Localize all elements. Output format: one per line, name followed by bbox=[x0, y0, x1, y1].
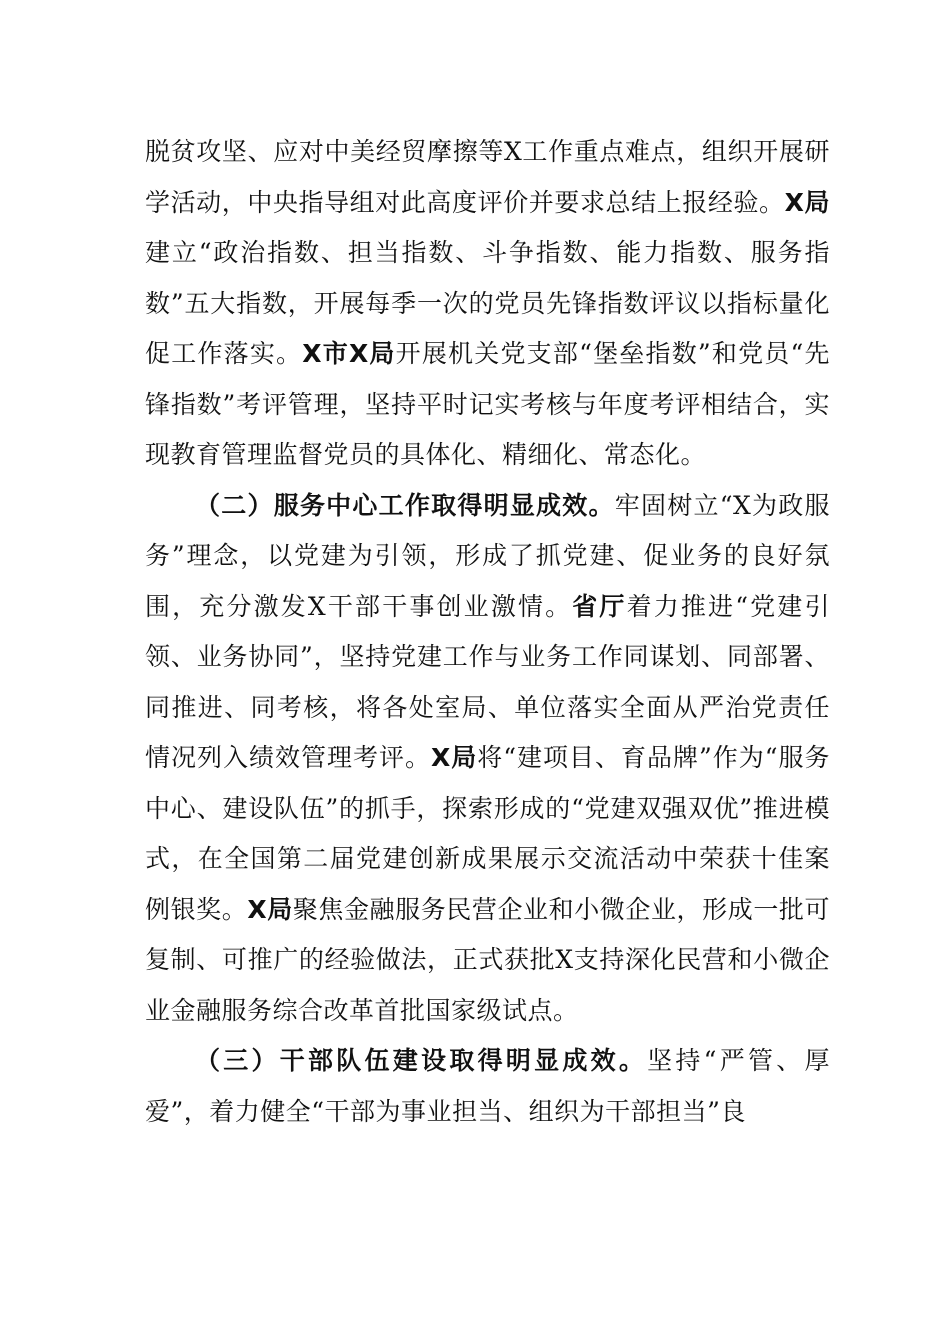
text-run: 脱贫攻坚、应对中美经贸摩擦等X工作重点难点，组织开展研学活动，中央指导组对此高度评价并要求总结上报经验。 bbox=[145, 137, 830, 217]
text-run: 建立“政治指数、担当指数、斗争指数、能力指数、服务指数”五大指数，开展每季一次的党员先锋指数评议以指标量化促工作落实。 bbox=[145, 238, 830, 368]
text-run: 聚焦金融服务民营企业和小微企业，形成一批可复制、可推广的经验做法，正式获批X支持深化民营和小微企业金融服务综合改革首批国家级试点。 bbox=[145, 894, 830, 1025]
bold-entity: X局 bbox=[247, 894, 293, 924]
text-run: 将“建项目、育品牌”作为“服务中心、建设队伍”的抓手，探索形成的“党建双强双优”推进模式，在全国第二届党建创新成果展示交流活动中荣获十佳案例银奖。 bbox=[145, 743, 830, 924]
bold-entity: X市X局 bbox=[302, 339, 396, 368]
section-heading: （二）服务中心工作取得明显成效。 bbox=[195, 490, 615, 520]
text-run: 开展机关党支部“堡垒指数”和党员“先锋指数”考评管理，坚持平时记实考核与年度考评相结合，实现教育管理监督党员的具体化、精细化、常态化。 bbox=[145, 339, 830, 469]
section-heading: （三）干部队伍建设取得明显成效。 bbox=[195, 1046, 648, 1075]
paragraph-1 bbox=[145, 127, 830, 481]
bold-entity: 省厅 bbox=[572, 591, 627, 621]
text-run: 坚持“严管、厚爱”，着力健全“干部为事业担当、组织为干部担当”良 bbox=[145, 1046, 830, 1126]
paragraph-3 bbox=[145, 1036, 830, 1137]
text-run: 着力推进“党建引领、业务协同”，坚持党建工作与业务工作同谋划、同部署、同推进、同考核，将各处室局、单位落实全面从严治党责任情况列入绩效管理考评。 bbox=[145, 591, 830, 772]
paragraph-2 bbox=[145, 481, 830, 1037]
document-body bbox=[145, 127, 830, 1137]
text-run: 牢固树立“X为政服务”理念，以党建为引领，形成了抓党建、促业务的良好氛围，充分激发X干部干事创业激情。 bbox=[145, 490, 830, 621]
bold-entity: X局 bbox=[784, 187, 830, 217]
bold-entity: X局 bbox=[430, 743, 478, 772]
